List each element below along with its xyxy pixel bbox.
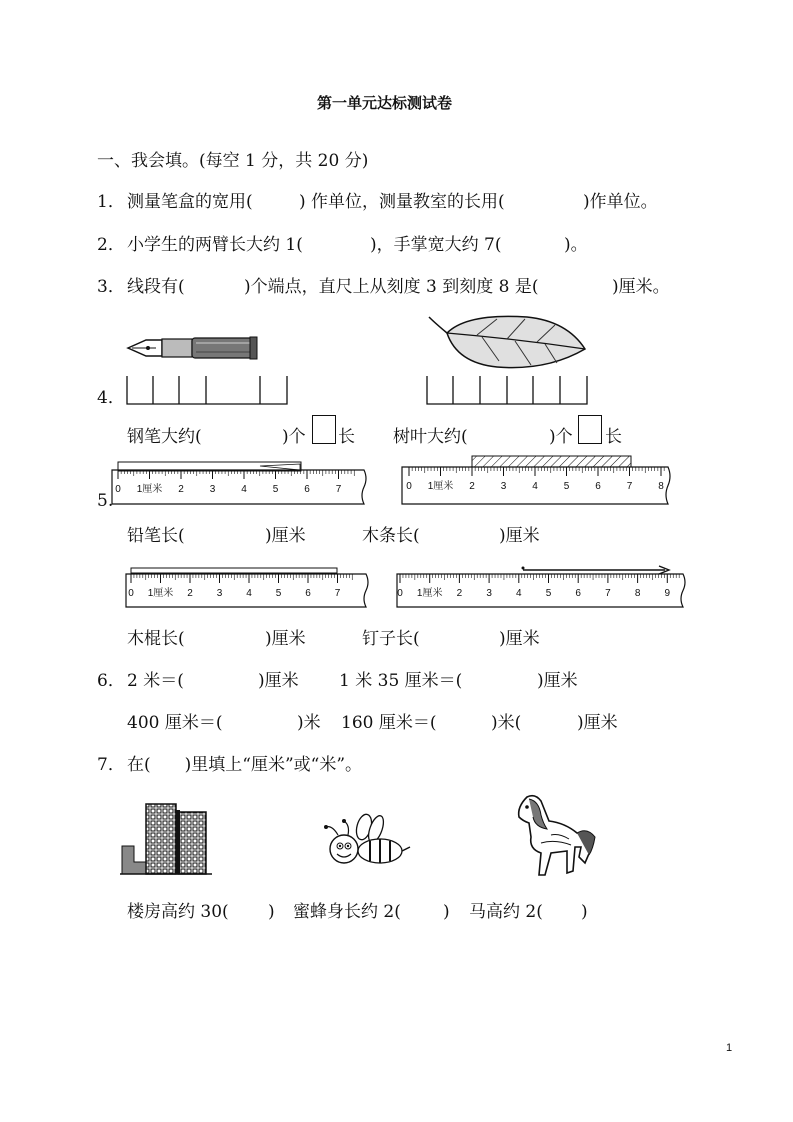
ruler-label: 7 — [605, 588, 611, 599]
question-1-part-a: 测量笔盒的宽用( — [127, 192, 253, 212]
question-1-part-c: )作单位。 — [583, 192, 658, 212]
ruler-label: 6 — [304, 484, 310, 495]
ruler-label: 7 — [335, 484, 342, 495]
ruler-wood — [400, 456, 672, 506]
ruler-label: 7 — [334, 588, 341, 599]
question-3-part-a: 线段有( — [127, 277, 185, 297]
q6-d-mid: )米( — [491, 713, 522, 733]
ruler-pencil — [110, 462, 368, 506]
question-7-instruction: 在( )里填上“厘米”或“米”。 — [127, 755, 363, 775]
question-1-part-b: ) 作单位，测量教室的长用( — [299, 192, 505, 212]
building-image — [120, 802, 212, 876]
question-3-part-c: )厘米。 — [612, 277, 670, 297]
ruler-label: 8 — [634, 588, 641, 599]
ruler-label: 0 — [397, 588, 403, 599]
ruler-label: 2 — [178, 484, 184, 495]
ruler-label: 1厘米 — [136, 484, 163, 495]
q6-b-end: )厘米 — [537, 671, 578, 691]
stick-question-start: 木棍长( — [127, 629, 185, 649]
ruler-label: 5 — [563, 481, 570, 492]
ruler-label: 6 — [305, 588, 311, 599]
building-question-start: 楼房高约 30( — [127, 902, 229, 922]
q6-d-start: 160 厘米＝( — [341, 713, 437, 733]
nail-question-end: )厘米 — [499, 629, 540, 649]
ruler-label: 1厘米 — [147, 588, 174, 599]
fountain-pen-image — [126, 333, 260, 363]
ruler-label: 5 — [275, 588, 282, 599]
ruler-label: 3 — [209, 484, 216, 495]
ruler-label: 5 — [272, 484, 279, 495]
question-4-number: 4． — [97, 388, 125, 408]
leaf-unit-blocks — [426, 376, 588, 406]
horse-question-end: ) — [581, 902, 588, 922]
ruler-label: 9 — [664, 588, 671, 599]
pen-question-end: 长 — [338, 427, 355, 447]
ruler-label: 5 — [545, 588, 552, 599]
bee-question-start: 蜜蜂身长约 2( — [293, 902, 401, 922]
ruler-label: 1厘米 — [416, 588, 443, 599]
ruler-label: 0 — [115, 484, 121, 495]
bee-image — [318, 813, 410, 871]
page-title: 第一单元达标测试卷 — [317, 94, 453, 112]
pencil-question-start: 铅笔长( — [127, 526, 185, 546]
page-number: 1 — [726, 1042, 733, 1054]
question-2-part-c: )。 — [564, 235, 588, 255]
ruler-label: 8 — [658, 481, 664, 492]
building-question-end: ) — [268, 902, 275, 922]
leaf-question-end: 长 — [605, 427, 622, 447]
ruler-label: 6 — [575, 588, 581, 599]
section-heading: 一、我会填。(每空 1 分，共 20 分) — [97, 151, 369, 171]
q6-a-start: 2 米＝( — [127, 671, 184, 691]
stick-question-end: )厘米 — [265, 629, 306, 649]
ruler-label: 3 — [500, 481, 507, 492]
pen-question-mid: )个 — [282, 427, 306, 447]
pen-question-start: 钢笔大约( — [127, 427, 202, 447]
ruler-label: 1厘米 — [427, 481, 454, 492]
leaf-image — [427, 311, 589, 373]
question-7-number: 7． — [97, 755, 125, 775]
leaf-question-start: 树叶大约( — [393, 427, 468, 447]
ruler-label: 4 — [516, 588, 522, 599]
q6-c-start: 400 厘米＝( — [127, 713, 223, 733]
ruler-label: 4 — [246, 588, 252, 599]
question-2-part-a: 小学生的两臂长大约 1( — [127, 235, 303, 255]
q6-c-end: )米 — [297, 713, 321, 733]
wood-question-start: 木条长( — [362, 526, 420, 546]
pencil-question-end: )厘米 — [265, 526, 306, 546]
question-2-part-b: )，手掌宽大约 7( — [370, 235, 502, 255]
q6-b-start: 1 米 35 厘米＝( — [339, 671, 463, 691]
ruler-label: 0 — [406, 481, 412, 492]
ruler-label: 2 — [187, 588, 193, 599]
ruler-label: 2 — [456, 588, 463, 599]
leaf-question-mid: )个 — [549, 427, 573, 447]
ruler-label: 3 — [486, 588, 492, 599]
question-3-part-b: )个端点，直尺上从刻度 3 到刻度 8 是( — [244, 277, 539, 297]
question-3-number: 3． — [97, 277, 125, 297]
ruler-label: 3 — [216, 588, 223, 599]
q6-d-end: )厘米 — [577, 713, 618, 733]
question-2-number: 2． — [97, 235, 125, 255]
ruler-label: 2 — [469, 481, 475, 492]
ruler-label: 4 — [241, 484, 247, 495]
ruler-label: 7 — [626, 481, 633, 492]
nail-question-start: 钉子长( — [362, 629, 420, 649]
bee-question-end: ) — [443, 902, 450, 922]
pen-unit-blocks — [126, 376, 288, 406]
question-5-number: 5. — [97, 491, 114, 511]
ruler-label: 6 — [595, 481, 601, 492]
q6-a-end: )厘米 — [258, 671, 299, 691]
ruler-label: 4 — [532, 481, 538, 492]
horse-question-start: 马高约 2( — [469, 902, 543, 922]
wood-question-end: )厘米 — [499, 526, 540, 546]
ruler-stick — [124, 563, 370, 609]
horse-image — [505, 793, 597, 879]
unit-square — [312, 415, 336, 444]
unit-square — [578, 415, 602, 444]
question-6-number: 6． — [97, 671, 125, 691]
ruler-nail — [395, 563, 687, 609]
question-1-number: 1． — [97, 192, 125, 212]
ruler-label: 0 — [128, 588, 134, 599]
